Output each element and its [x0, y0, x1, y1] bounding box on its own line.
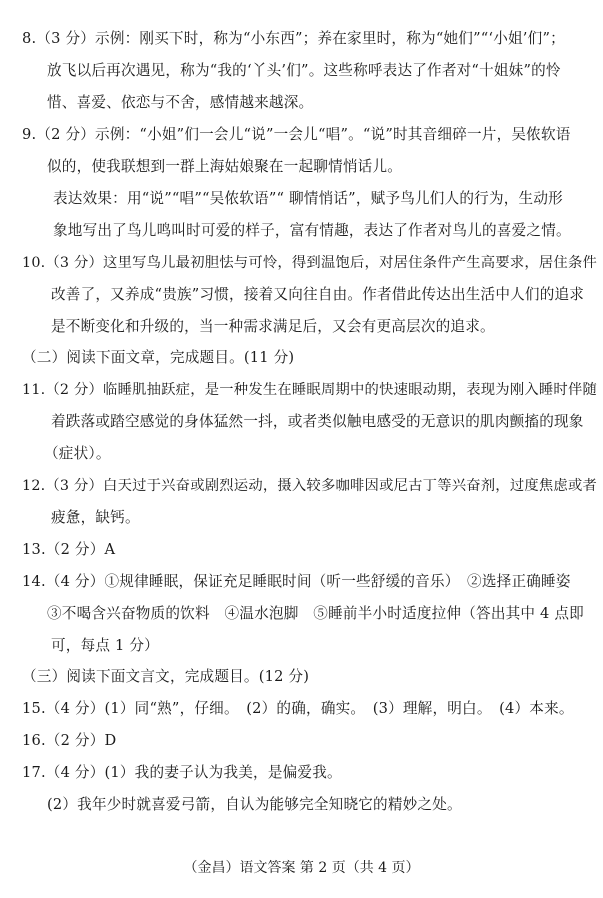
- answer-line-q10-1: 10.（3 分）这里写鸟儿最初胆怯与可怜，得到温饱后，对居住条件产生高要求，居住条件: [22, 255, 598, 271]
- answer-line-q11-2: 着跌落或踏空感觉的身体猛然一抖，或者类似触电感受的无意识的肌肉颤搐的现象: [51, 413, 584, 430]
- answer-line-q9-2: 似的，使我联想到一群上海姑娘聚在一起聊情悄话儿。: [47, 158, 403, 175]
- page-footer: （金昌）语文答案 第 2 页（共 4 页）: [183, 860, 420, 876]
- answer-line-q9-1: 9.（2 分）示例：“小姐”们一会儿“说”一会儿“唱”。“说”时其音细碎一片，吴侬软语: [22, 126, 571, 143]
- answer-line-q17-1: 17.（4 分）(1）我的妻子认为我美，是偏爱我。: [22, 764, 342, 781]
- answer-line-q11-3: （症状）。: [44, 445, 111, 462]
- answer-line-q17-2: (2）我年少时就喜爱弓箭，自认为能够完全知晓它的精妙之处。: [47, 796, 462, 813]
- answer-line-q12-1: 12.（3 分）白天过于兴奋或剧烈运动，摄入较多咖啡因或尼古丁等兴奋剂，过度焦虑或者: [22, 478, 598, 494]
- answer-line-q14-2: ③不喝含兴奋物质的饮料 ④温水泡脚 ⑤睡前半小时适度拉伸（答出其中 4 点即: [47, 605, 584, 622]
- answer-line-q9-4: 象地写出了鸟儿鸣叫时可爱的样子，富有情趣，表达了作者对鸟儿的喜爱之情。: [53, 222, 571, 239]
- section-heading-2: （二）阅读下面文章，完成题目。(11 分): [22, 349, 295, 366]
- answer-line-q10-2: 改善了，又养成“贵族”习惯，接着又向往自由。作者借此传达出生活中人们的追求: [51, 286, 585, 303]
- answer-line-q14-1: 14.（4 分）①规律睡眠，保证充足睡眠时间（听一些舒缓的音乐） ②选择正确睡姿: [22, 573, 571, 590]
- answer-line-q12-2: 疲惫，缺钙。: [51, 509, 140, 526]
- answer-line-q11-1: 11.（2 分）临睡肌抽跃症，是一种发生在睡眠周期中的快速眼动期，表现为刚入睡时伴随: [22, 382, 598, 398]
- section-heading-3: （三）阅读下面文言文，完成题目。(12 分): [22, 668, 310, 685]
- answer-line-q16: 16.（2 分）D: [22, 732, 117, 749]
- answer-line-q15: 15.（4 分）(1）同“熟”，仔细。 (2）的确，确实。 (3）理解，明白。 (4）本来。: [22, 700, 574, 717]
- answer-line-q14-3: 可，每点 1 分）: [51, 637, 159, 654]
- answer-line-q9-3: 表达效果：用“说”“唱”“吴侬软语”“ 聊情悄话”，赋予鸟儿们人的行为，生动形: [53, 190, 563, 207]
- answer-line-q8-3: 惜、喜爱、依恋与不舍，感情越来越深。: [47, 94, 314, 111]
- answer-line-q13: 13.（2 分）A: [22, 541, 116, 558]
- answer-line-q8-1: 8.（3 分）示例：刚买下时，称为“小东西”；养在家里时，称为“她们”“‘小姐’们”；: [22, 30, 565, 47]
- answer-line-q10-3: 是不断变化和升级的，当一种需求满足后，又会有更高层次的追求。: [51, 318, 495, 335]
- answer-line-q8-2: 放飞以后再次遇见，称为“我的‘丫头’们”。这些称呼表达了作者对“十姐妹”的怜: [47, 62, 561, 79]
